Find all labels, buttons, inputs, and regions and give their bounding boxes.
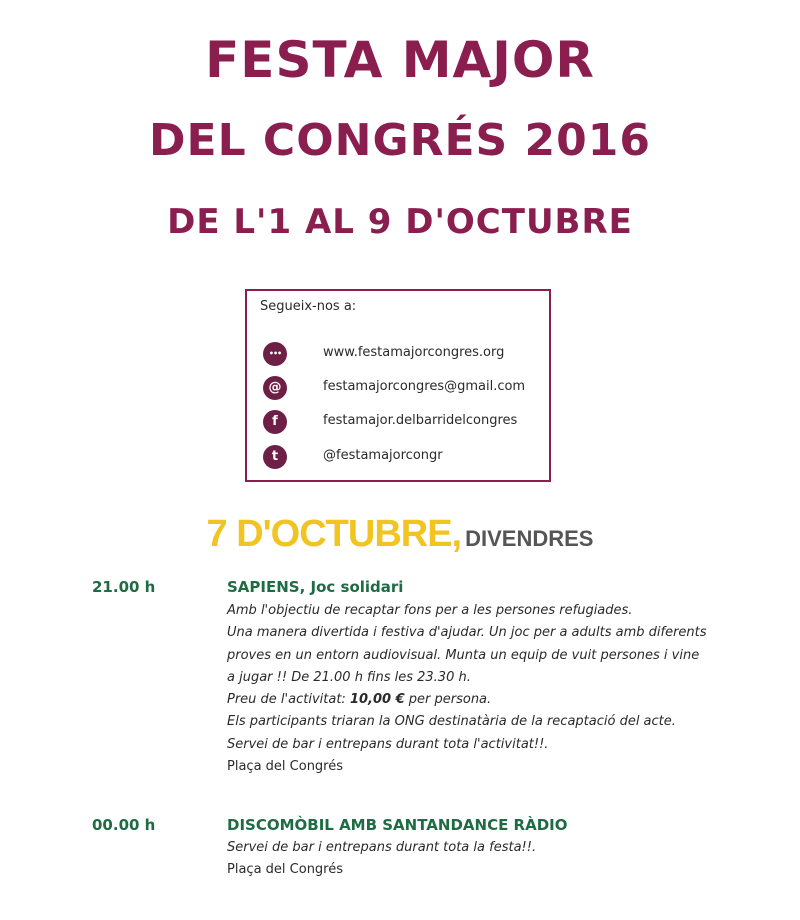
website-link[interactable]: www.festamajorcongres.org xyxy=(323,345,505,360)
event-1-line: Servei de bar i entrepans durant tota l'activitat!!. xyxy=(227,736,549,752)
day-weekday: DIVENDRES xyxy=(465,526,594,551)
event-2-location: Plaça del Congrés xyxy=(227,862,344,878)
event-1-location: Plaça del Congrés xyxy=(227,759,344,775)
facebook-link[interactable]: festamajor.delbarridelcongres xyxy=(323,413,518,428)
social-row-email[interactable] xyxy=(263,374,543,402)
date-range-subtitle: DE L'1 AL 9 D'OCTUBRE xyxy=(167,202,633,242)
social-row-web[interactable] xyxy=(263,340,543,368)
event-1-line: a jugar !! De 21.00 h fins les 23.30 h. xyxy=(227,669,471,685)
event-1-price-line xyxy=(227,689,767,711)
price-suffix: per persona. xyxy=(404,692,492,708)
event-1-line: proves en un entorn audiovisual. Munta un equip de vuit persones i vine xyxy=(227,647,700,663)
event-1-description xyxy=(227,600,767,778)
twitter-link[interactable]: @festamajorcongr xyxy=(323,448,443,463)
facebook-icon: f xyxy=(263,410,287,434)
web-icon: ••• xyxy=(263,342,287,366)
social-heading: Segueix-nos a: xyxy=(260,299,357,314)
event-2-title: DISCOMÒBIL AMB SANTANDANCE RÀDIO xyxy=(227,816,568,834)
price-prefix: Preu de l'activitat: xyxy=(227,692,350,708)
day-date: 7 D'OCTUBRE, xyxy=(206,513,462,555)
event-2-time: 00.00 h xyxy=(92,816,156,834)
event-2-line: Servei de bar i entrepans durant tota la festa!!. xyxy=(227,840,537,855)
social-row-facebook[interactable] xyxy=(263,408,543,436)
price-value: 10,00 € xyxy=(349,692,405,708)
email-icon: @ xyxy=(263,376,287,400)
title-line-2: DEL CONGRÉS 2016 xyxy=(149,115,651,166)
social-box xyxy=(245,289,551,482)
event-1-line: Una manera divertida i festiva d'ajudar. Un joc per a adults amb diferents xyxy=(227,625,707,641)
title-line-1: FESTA MAJOR xyxy=(205,31,595,89)
event-1-title: SAPIENS, Joc solidari xyxy=(227,578,404,596)
twitter-icon: t xyxy=(263,445,287,469)
event-1-line: Els participants triaran la ONG destinatària de la recaptació del acte. xyxy=(227,714,676,730)
social-row-twitter[interactable] xyxy=(263,443,543,471)
event-2-description xyxy=(227,837,767,882)
email-link[interactable]: festamajorcongres@gmail.com xyxy=(323,379,526,394)
event-1-time: 21.00 h xyxy=(92,578,156,596)
event-1-line: Amb l'objectiu de recaptar fons per a les persones refugiades. xyxy=(227,603,633,618)
day-heading xyxy=(0,513,800,556)
